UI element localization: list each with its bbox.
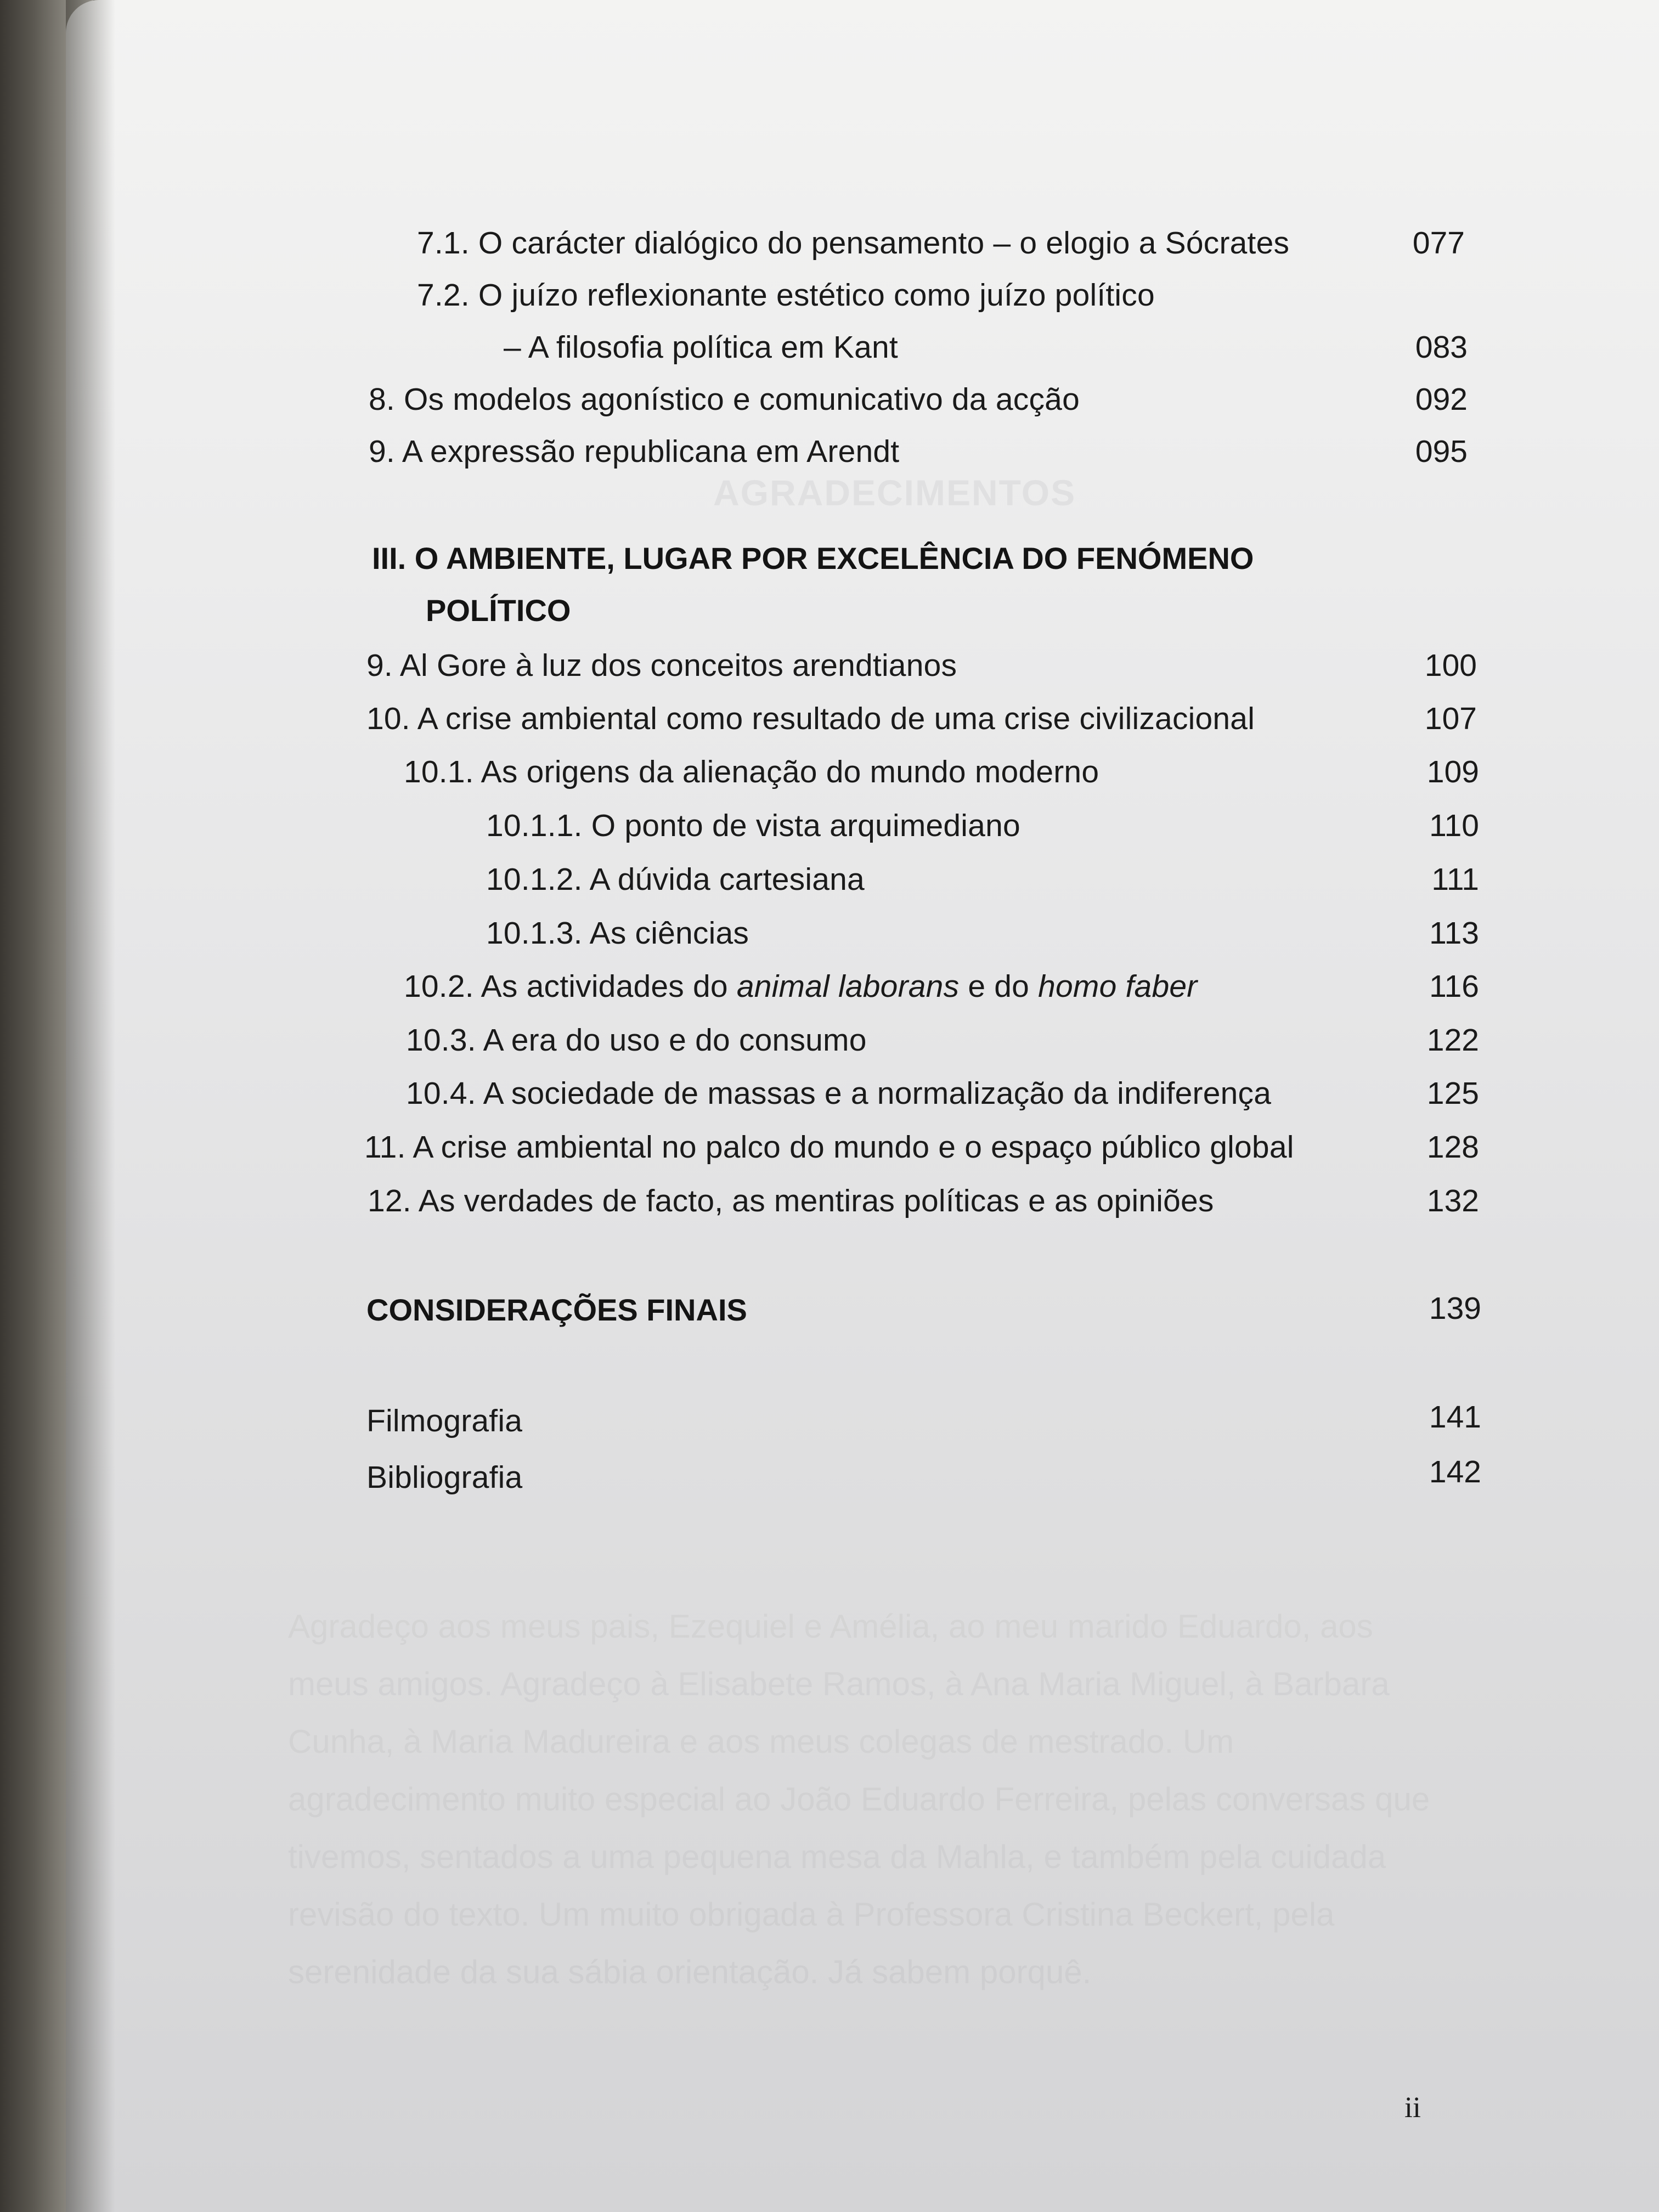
toc-entry-label: 10. A crise ambiental como resultado de uma crise civilizacional (366, 701, 1255, 736)
show-through-title: AGRADECIMENTOS (713, 472, 1076, 513)
toc-entry-page: 110 (1429, 808, 1479, 843)
toc-entry-label: Filmografia (366, 1403, 523, 1438)
toc-entry-label-mid: e do (959, 969, 1039, 1004)
toc-entry-label-prefix: 10.2. As actividades do (404, 969, 737, 1004)
show-through-line: Agradeço aos meus pais, Ezequiel e Amélia, ao meu marido Eduardo, aos (288, 1608, 1373, 1645)
toc-entry-page: 109 (1426, 754, 1479, 789)
toc-entry-page: 083 (1415, 330, 1468, 365)
toc-entry-label: 7.1. O carácter dialógico do pensamento – o elogio a Sócrates (417, 225, 1290, 261)
toc-entry-page: 100 (1424, 648, 1477, 683)
toc-entry-label: Bibliografia (366, 1460, 523, 1495)
toc-entry-label (404, 968, 1197, 1005)
toc-entry-label-italic: animal laborans (736, 969, 960, 1004)
toc-entry-label: 10.1.1. O ponto de vista arquimediano (486, 808, 1020, 843)
show-through-line: agradecimento muito especial ao João Eduardo Ferreira, pelas conversas que (288, 1781, 1430, 1818)
section-heading: III. O AMBIENTE, LUGAR POR EXCELÊNCIA DO FENÓMENO (372, 541, 1254, 575)
toc-entry-page: 128 (1426, 1130, 1479, 1165)
show-through-line: meus amigos. Agradeço à Elisabete Ramos, à Ana Maria Miguel, à Barbara (288, 1666, 1390, 1702)
toc-entry-label-italic: homo faber (1038, 969, 1198, 1004)
toc-entry-page: 139 (1429, 1291, 1481, 1326)
toc-entry-label: – A filosofia política em Kant (504, 330, 898, 365)
toc-entry-label: 7.2. O juízo reflexionante estético como juízo político (417, 278, 1155, 313)
toc-entry-label: 10.3. A era do uso e do consumo (406, 1023, 867, 1058)
toc-entry-page: 077 (1412, 225, 1465, 261)
toc-entry-label: 10.1. As origens da alienação do mundo moderno (404, 754, 1099, 789)
toc-entry-label: 9. A expressão republicana em Arendt (369, 434, 900, 469)
show-through-line: Cunha, à Maria Madureira e aos meus colegas de mestrado. Um (288, 1723, 1234, 1760)
toc-entry-label: 10.1.2. A dúvida cartesiana (486, 862, 865, 897)
toc-entry-label: 10.1.3. As ciências (486, 916, 749, 951)
toc-entry-page: 142 (1429, 1454, 1481, 1489)
toc-entry-page: 141 (1429, 1400, 1481, 1435)
toc-entry-label: 9. Al Gore à luz dos conceitos arendtianos (366, 648, 957, 683)
toc-entry-page: 111 (1431, 862, 1479, 897)
toc-entry-page: 132 (1426, 1183, 1479, 1218)
page-number: ii (1404, 2091, 1421, 2124)
toc-entry-label: 8. Os modelos agonístico e comunicativo da acção (369, 382, 1080, 417)
toc-entry-page: 092 (1415, 382, 1468, 417)
toc-entry-label: 11. A crise ambiental no palco do mundo e o espaço público global (364, 1130, 1294, 1165)
section-heading-continued: POLÍTICO (426, 593, 571, 628)
toc-entry-label: 10.4. A sociedade de massas e a normalização da indiferença (406, 1076, 1272, 1111)
toc-entry-page: 095 (1415, 434, 1468, 469)
toc-entry-page: 107 (1424, 701, 1477, 736)
show-through-line: tivemos, sentados a uma pequena mesa da Mahla, e também pela cuidada (288, 1838, 1386, 1875)
show-through-line: revisão do texto. Um muito obrigada à Professora Cristina Beckert, pela (288, 1896, 1335, 1933)
toc-entry-page: 122 (1426, 1023, 1479, 1058)
toc-entry-page: 116 (1429, 969, 1479, 1004)
section-heading: CONSIDERAÇÕES FINAIS (366, 1293, 747, 1327)
toc-entry-label: 12. As verdades de facto, as mentiras políticas e as opiniões (368, 1183, 1214, 1218)
show-through-line: serenidade da sua sábia orientação. Já sabem porquê. (288, 1954, 1092, 1990)
toc-entry-page: 125 (1426, 1076, 1479, 1111)
toc-entry-page: 113 (1429, 916, 1479, 951)
